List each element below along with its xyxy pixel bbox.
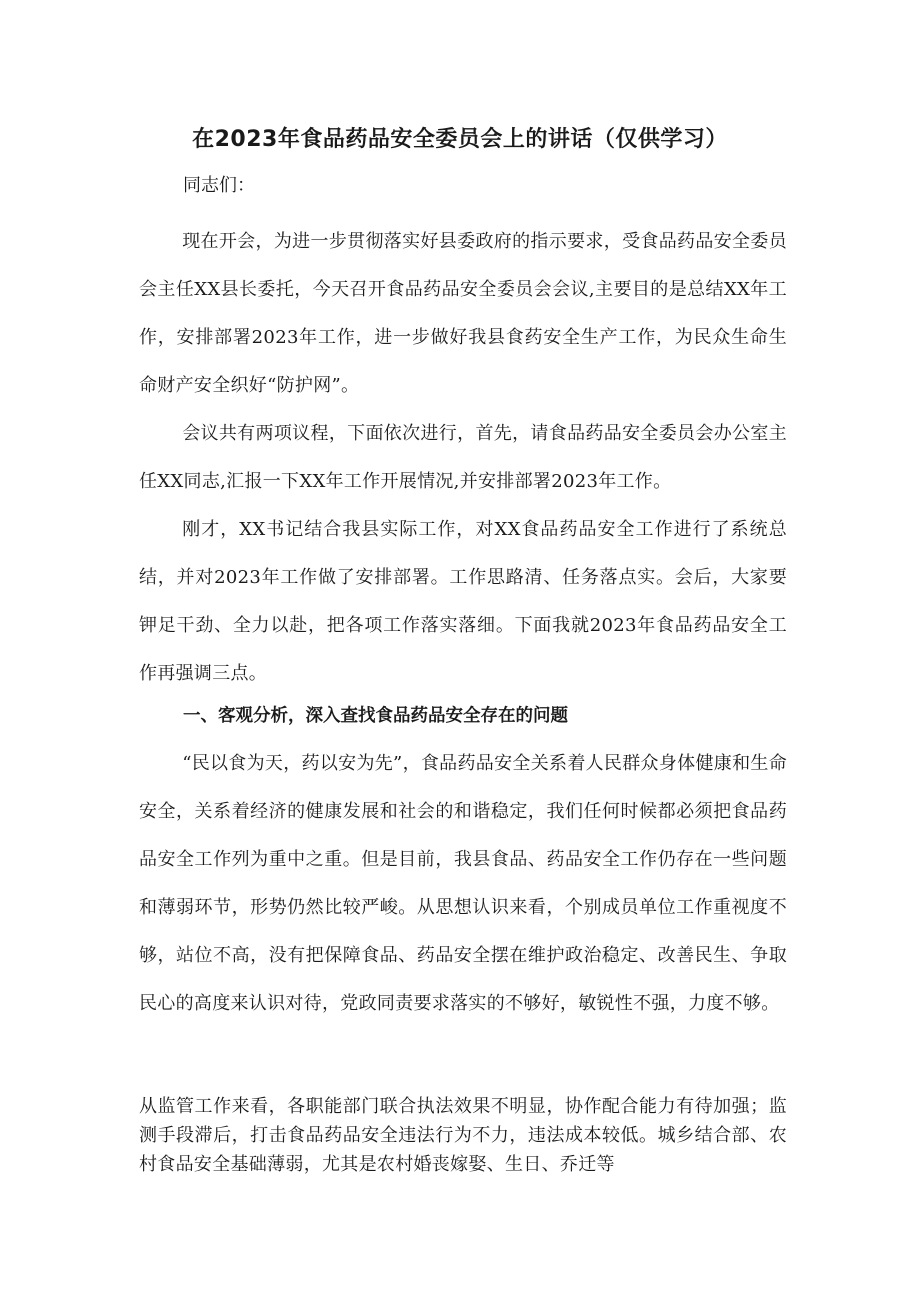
paragraph-continuation: 从监管工作来看，各职能部门联合执法效果不明显，协作配合能力有待加强；监测手段滞后，打击食品药品安全违法行为不力，违法成本较低。城乡结合部、农村食品安全基础薄弱，尤其是农村婚丧嫁娶、生日、乔迁等 xyxy=(139,1096,787,1175)
document-title: 在2023年食品药品安全委员会上的讲话（仅供学习） xyxy=(192,127,728,152)
salutation: 同志们： xyxy=(183,175,255,196)
paragraph-opening: 现在开会，为进一步贯彻落实好县委政府的指示要求，受食品药品安全委员会主任XX县长委托，今天召开食品药品安全委员会会议,主要目的是总结XX年工作，安排部署2023年工作，进一步做好我县食药安全生产工作，为民众生命生命财产安全织好“防护网”。 xyxy=(139,231,787,396)
paragraph-summary: 刚才，XX书记结合我县实际工作，对XX食品药品安全工作进行了系统总结，并对2023年工作做了安排部署。工作思路清、任务落点实。会后，大家要钾足干劲、全力以赴，把各项工作落实落细。下面我就2023年食品药品安全工作再强调三点。 xyxy=(139,519,787,684)
section-heading-1: 一、客观分析，深入查找食品药品安全存在的问题 xyxy=(183,706,568,726)
paragraph-section1: “民以食为天，药以安为先”，食品药品安全关系着人民群众身体健康和生命安全，关系着经济的健康发展和社会的和谐稳定，我们任何时候都必须把食品药品安全工作列为重中之重。但是目前，我县食品、药品安全工作仍存在一些问题和薄弱环节，形势仍然比较严峻。从思想认识来看，个别成员单位工作重视度不够，站位不高，没有把保障食品、药品安全摆在维护政治稳定、改善民生、争取民心的高度来认识对待，党政同责要求落实的不够好，敏锐性不强，力度不够。 xyxy=(139,753,787,1014)
paragraph-agenda: 会议共有两项议程，下面依次进行，首先，请食品药品安全委员会办公室主任XX同志,汇报一下XX年工作开展情况,并安排部署2023年工作。 xyxy=(139,423,787,492)
